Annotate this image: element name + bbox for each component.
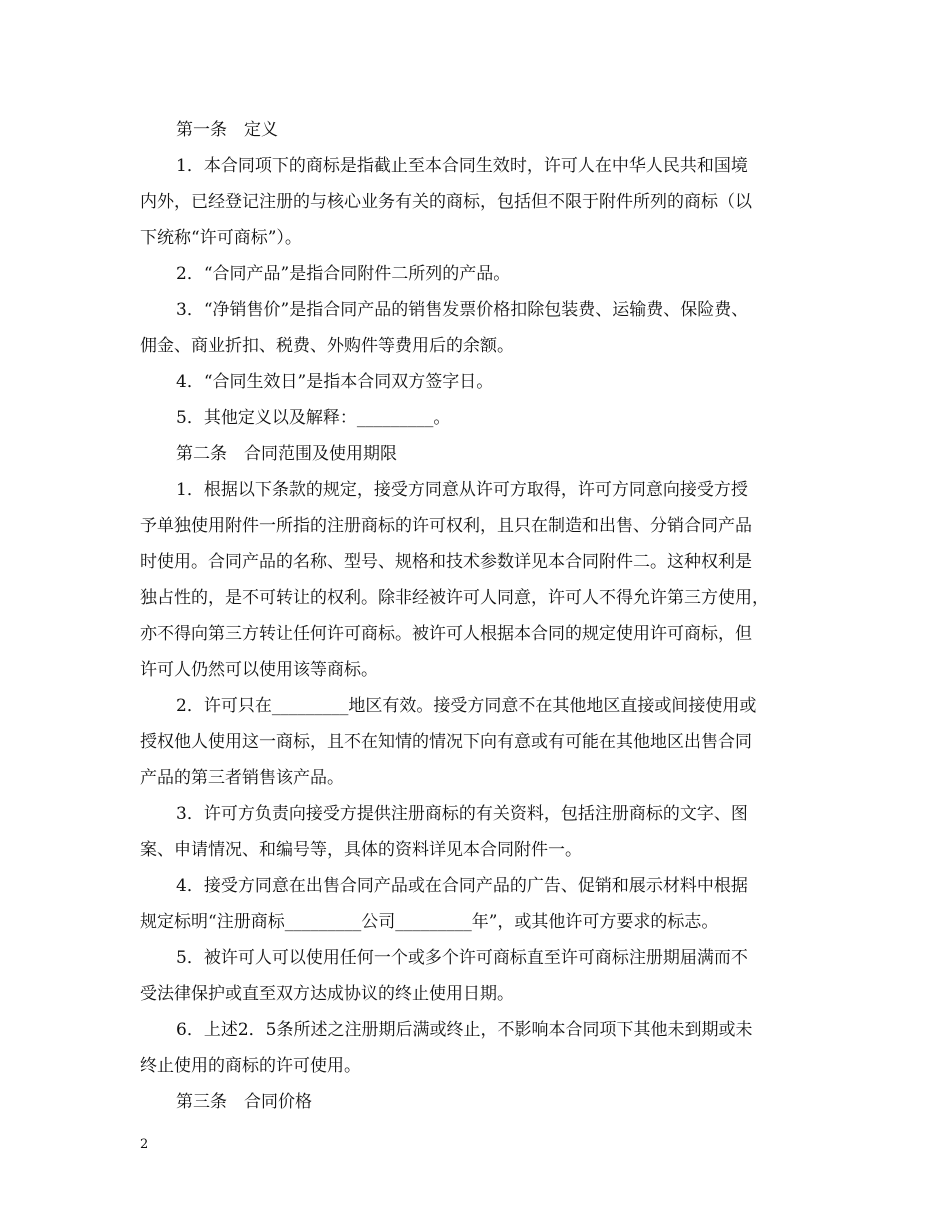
paragraph-line: 1．本合同项下的商标是指截止至本合同生效时，许可人在中华人民共和国境 bbox=[176, 156, 748, 176]
paragraph-line: 3．许可方负责向接受方提供注册商标的有关资料，包括注册商标的文字、图 bbox=[176, 804, 748, 824]
paragraph-line: 独占性的，是不可转让的权利。除非经被许可人同意，许可人不得允许第三方使用， bbox=[140, 588, 769, 608]
paragraph-line: 1．根据以下条款的规定，接受方同意从许可方取得，许可方同意向接受方授 bbox=[176, 480, 748, 500]
article-heading: 第一条 定义 bbox=[176, 120, 278, 140]
paragraph-line: 受法律保护或直至双方达成协议的终止使用日期。 bbox=[140, 984, 514, 1004]
paragraph-line: 予单独使用附件一所指的注册商标的许可权利，且只在制造和出售、分销合同产品 bbox=[140, 516, 752, 536]
paragraph-line: 2．“合同产品”是指合同附件二所列的产品。 bbox=[176, 264, 511, 284]
paragraph-line: 佣金、商业折扣、税费、外购件等费用后的余额。 bbox=[140, 336, 514, 356]
paragraph-line: 内外，已经登记注册的与核心业务有关的商标，包括但不限于附件所列的商标（以 bbox=[140, 192, 752, 212]
paragraph-line: 案、申请情况、和编号等，具体的资料详见本合同附件一。 bbox=[140, 840, 582, 860]
paragraph-line: 5．被许可人可以使用任何一个或多个许可商标直至许可商标注册期届满而不 bbox=[176, 948, 748, 968]
paragraph-line: 6．上述2．5条所述之注册期后满或终止，不影响本合同项下其他未到期或未 bbox=[176, 1020, 753, 1040]
article-heading: 第二条 合同范围及使用期限 bbox=[176, 444, 397, 464]
paragraph-line: 时使用。合同产品的名称、型号、规格和技术参数详见本合同附件二。这种权利是 bbox=[140, 552, 752, 572]
article-heading: 第三条 合同价格 bbox=[176, 1092, 312, 1112]
paragraph-line: 5．其他定义以及解释：_________。 bbox=[176, 408, 451, 428]
paragraph-line: 授权他人使用这一商标，且不在知情的情况下向有意或有可能在其他地区出售合同 bbox=[140, 732, 752, 752]
paragraph-line: 许可人仍然可以使用该等商标。 bbox=[140, 660, 378, 680]
paragraph-line: 终止使用的商标的许可使用。 bbox=[140, 1056, 361, 1076]
paragraph-line: 下统称“许可商标”）。 bbox=[140, 228, 302, 248]
paragraph-line: 4．接受方同意在出售合同产品或在合同产品的广告、促销和展示材料中根据 bbox=[176, 876, 748, 896]
page-number: 2 bbox=[140, 1137, 149, 1152]
paragraph-line: 产品的第三者销售该产品。 bbox=[140, 768, 344, 788]
document-body bbox=[140, 112, 830, 1120]
paragraph-line: 2．许可只在_________地区有效。接受方同意不在其他地区直接或间接使用或 bbox=[176, 696, 757, 716]
paragraph-line: 亦不得向第三方转让任何许可商标。被许可人根据本合同的规定使用许可商标，但 bbox=[140, 624, 752, 644]
paragraph-line: 规定标明“注册商标_________公司_________年”，或其他许可方要求的标志。 bbox=[140, 912, 719, 932]
paragraph-line: 4．“合同生效日”是指本合同双方签字日。 bbox=[176, 372, 494, 392]
paragraph-line: 3．“净销售价”是指合同产品的销售发票价格扣除包装费、运输费、保险费、 bbox=[176, 300, 749, 320]
